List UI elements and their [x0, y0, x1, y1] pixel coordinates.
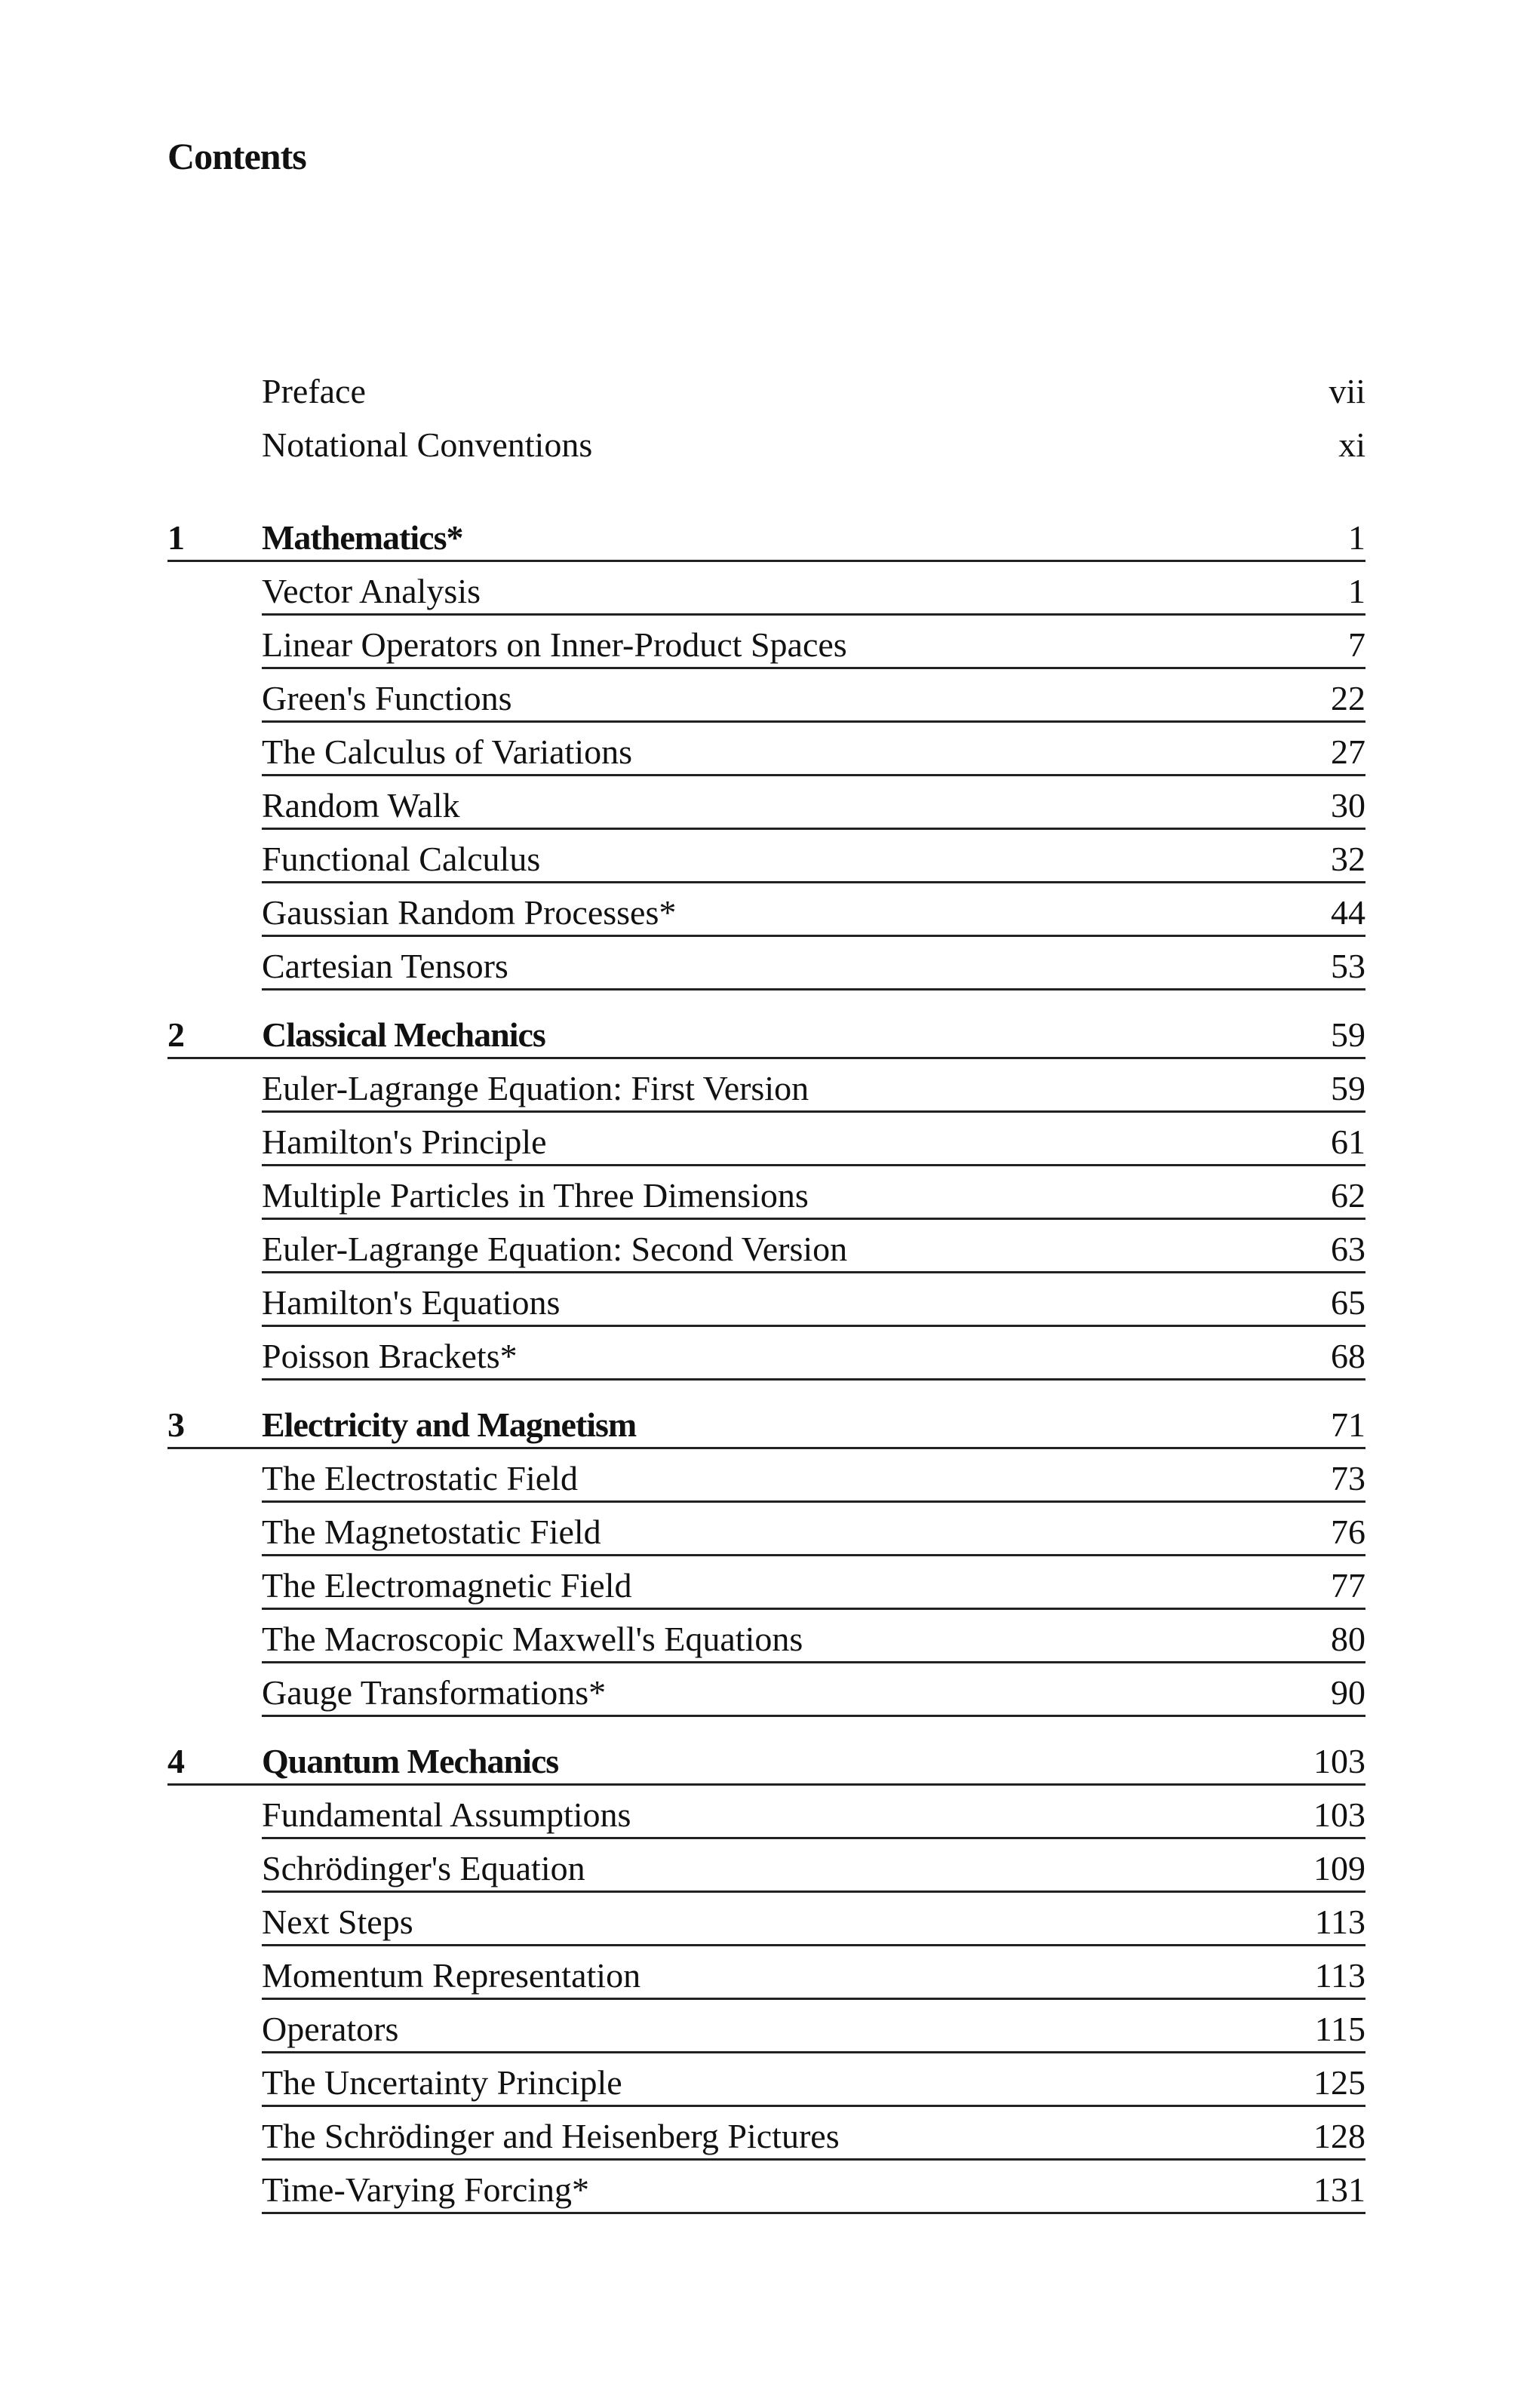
- section-page-number: 62: [1331, 1176, 1365, 1215]
- section-title: Euler-Lagrange Equation: Second Version: [262, 1230, 848, 1268]
- front-matter-entry[interactable]: [0, 362, 1539, 416]
- section-title: Poisson Brackets*: [262, 1337, 518, 1375]
- entry-page-number: vii: [1329, 372, 1365, 410]
- section-entry[interactable]: [0, 1786, 1539, 1839]
- section-entry[interactable]: [0, 1610, 1539, 1663]
- section-title: The Electrostatic Field: [262, 1459, 578, 1497]
- section-page-number: 30: [1331, 786, 1365, 825]
- section-page-number: 113: [1314, 1903, 1365, 1941]
- section-entry[interactable]: [0, 776, 1539, 830]
- section-underline: [262, 988, 1365, 991]
- chapter-number: 4: [167, 1742, 185, 1780]
- section-entry[interactable]: [0, 2107, 1539, 2161]
- section-page-number: 76: [1331, 1513, 1365, 1551]
- section-page-number: 32: [1331, 840, 1365, 878]
- section-title: Operators: [262, 2010, 399, 2048]
- section-title: The Electromagnetic Field: [262, 1566, 632, 1605]
- section-entry[interactable]: [0, 1663, 1539, 1717]
- section-title: Cartesian Tensors: [262, 947, 508, 985]
- section-page-number: 65: [1331, 1283, 1365, 1322]
- section-entry[interactable]: [0, 1327, 1539, 1381]
- section-title: Hamilton's Principle: [262, 1123, 547, 1161]
- section-title: The Macroscopic Maxwell's Equations: [262, 1620, 803, 1658]
- section-entry[interactable]: [0, 937, 1539, 991]
- chapter-title: Electricity and Magnetism: [262, 1405, 637, 1444]
- entry-title: Preface: [262, 372, 366, 410]
- section-page-number: 59: [1331, 1069, 1365, 1107]
- section-entry[interactable]: [0, 1220, 1539, 1273]
- section-underline: [262, 1378, 1365, 1381]
- section-page-number: 1: [1348, 572, 1365, 610]
- section-title: Next Steps: [262, 1903, 413, 1941]
- chapter-title: Mathematics*: [262, 518, 463, 557]
- section-page-number: 125: [1313, 2063, 1365, 2102]
- section-entry[interactable]: [0, 2000, 1539, 2053]
- chapter-page-number: 103: [1313, 1742, 1365, 1780]
- section-page-number: 103: [1313, 1795, 1365, 1834]
- chapter-entry[interactable]: [0, 1732, 1539, 1786]
- section-entry[interactable]: [0, 1449, 1539, 1503]
- chapter-entry[interactable]: [0, 1006, 1539, 1059]
- section-title: Euler-Lagrange Equation: First Version: [262, 1069, 809, 1107]
- section-entry[interactable]: [0, 883, 1539, 937]
- section-entry[interactable]: [0, 1113, 1539, 1166]
- spacer: [0, 469, 1539, 508]
- section-entry[interactable]: [0, 616, 1539, 669]
- section-title: Gaussian Random Processes*: [262, 893, 677, 932]
- section-entry[interactable]: [0, 1059, 1539, 1113]
- section-title: Schrödinger's Equation: [262, 1849, 585, 1887]
- chapter-number: 2: [167, 1015, 185, 1054]
- section-title: Hamilton's Equations: [262, 1283, 561, 1322]
- section-entry[interactable]: [0, 669, 1539, 723]
- section-underline: [262, 1715, 1365, 1717]
- section-entry[interactable]: [0, 1273, 1539, 1327]
- chapter-entry[interactable]: [0, 508, 1539, 562]
- section-title: The Schrödinger and Heisenberg Pictures: [262, 2117, 840, 2155]
- chapter-page-number: 59: [1331, 1015, 1365, 1054]
- entry-title: Notational Conventions: [262, 425, 593, 464]
- section-entry[interactable]: [0, 1166, 1539, 1220]
- table-of-contents: [0, 362, 1539, 2214]
- section-title: The Uncertainty Principle: [262, 2063, 622, 2102]
- chapter-number: 1: [167, 518, 185, 557]
- section-page-number: 61: [1331, 1123, 1365, 1161]
- section-underline: [262, 2212, 1365, 2214]
- section-title: Linear Operators on Inner-Product Spaces: [262, 625, 847, 664]
- section-entry[interactable]: [0, 2161, 1539, 2214]
- chapter-entry[interactable]: [0, 1396, 1539, 1449]
- section-page-number: 115: [1314, 2010, 1365, 2048]
- section-page-number: 109: [1313, 1849, 1365, 1887]
- section-page-number: 90: [1331, 1673, 1365, 1712]
- section-page-number: 80: [1331, 1620, 1365, 1658]
- section-page-number: 68: [1331, 1337, 1365, 1375]
- entry-page-number: xi: [1338, 425, 1365, 464]
- section-entry[interactable]: [0, 1839, 1539, 1893]
- section-page-number: 7: [1348, 625, 1365, 664]
- section-title: Random Walk: [262, 786, 460, 825]
- section-entry[interactable]: [0, 1946, 1539, 2000]
- section-entry[interactable]: [0, 1893, 1539, 1946]
- section-page-number: 128: [1313, 2117, 1365, 2155]
- chapter-number: 3: [167, 1405, 185, 1444]
- section-entry[interactable]: [0, 1556, 1539, 1610]
- section-title: Fundamental Assumptions: [262, 1795, 631, 1834]
- page-title: Contents: [167, 135, 306, 177]
- section-title: Momentum Representation: [262, 1956, 641, 1995]
- chapter-page-number: 1: [1348, 518, 1365, 557]
- section-page-number: 73: [1331, 1459, 1365, 1497]
- section-title: Multiple Particles in Three Dimensions: [262, 1176, 809, 1215]
- section-entry[interactable]: [0, 723, 1539, 776]
- section-page-number: 44: [1331, 893, 1365, 932]
- section-entry[interactable]: [0, 2053, 1539, 2107]
- chapter-title: Quantum Mechanics: [262, 1742, 559, 1780]
- section-page-number: 113: [1314, 1956, 1365, 1995]
- section-title: Gauge Transformations*: [262, 1673, 607, 1712]
- section-title: Time-Varying Forcing*: [262, 2170, 590, 2209]
- section-title: The Magnetostatic Field: [262, 1513, 601, 1551]
- section-title: Vector Analysis: [262, 572, 481, 610]
- section-page-number: 22: [1331, 679, 1365, 717]
- front-matter-entry[interactable]: [0, 416, 1539, 469]
- section-page-number: 77: [1331, 1566, 1365, 1605]
- section-page-number: 63: [1331, 1230, 1365, 1268]
- section-title: Green's Functions: [262, 679, 512, 717]
- section-entry[interactable]: [0, 562, 1539, 616]
- section-entry[interactable]: [0, 1503, 1539, 1556]
- section-page-number: 27: [1331, 733, 1365, 771]
- section-title: Functional Calculus: [262, 840, 541, 878]
- chapter-page-number: 71: [1331, 1405, 1365, 1444]
- chapter-title: Classical Mechanics: [262, 1015, 545, 1054]
- section-entry[interactable]: [0, 830, 1539, 883]
- section-title: The Calculus of Variations: [262, 733, 632, 771]
- section-page-number: 131: [1313, 2170, 1365, 2209]
- section-page-number: 53: [1331, 947, 1365, 985]
